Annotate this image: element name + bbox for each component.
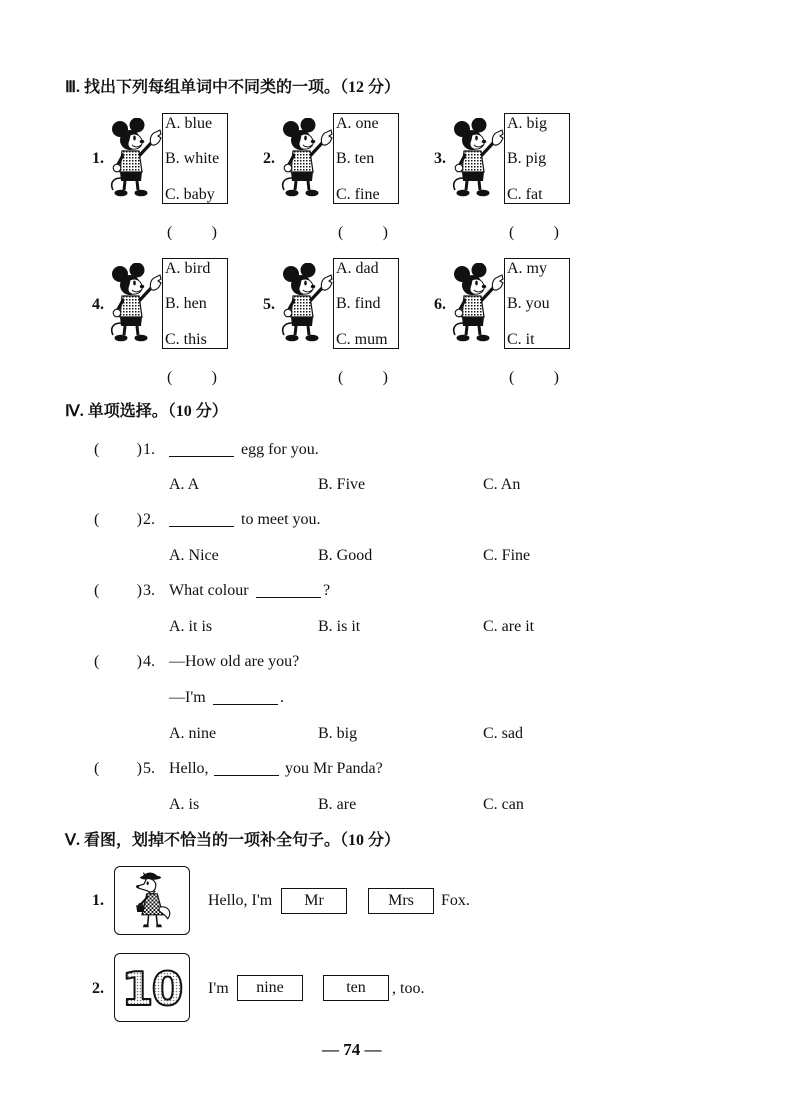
mickey-mouse-icon	[108, 118, 162, 198]
option-a: A. it is	[169, 618, 213, 635]
option-c: C. this	[165, 331, 207, 348]
question-text: to meet you.	[241, 511, 321, 528]
paren-open: (	[167, 369, 173, 386]
fill-blank[interactable]	[256, 597, 321, 598]
item-number: 2.	[263, 150, 275, 167]
paren-close: )	[136, 511, 142, 528]
answer-slot[interactable]	[94, 652, 142, 672]
answer-slot[interactable]	[94, 510, 142, 530]
option-b: B. Good	[318, 547, 373, 564]
option-b: B. ten	[336, 150, 375, 167]
paren-close: )	[136, 441, 142, 458]
mickey-mouse-icon	[279, 263, 333, 343]
section-3-title: Ⅲ. 找出下列每组单词中不同类的一项。（12 分）	[65, 79, 401, 96]
item-number: 1.	[92, 150, 104, 167]
paren-close: )	[136, 760, 142, 777]
fill-blank[interactable]	[214, 775, 279, 776]
item-number: 5.	[263, 296, 275, 313]
option-b: B. Five	[318, 476, 366, 493]
number-ten-picture	[115, 954, 188, 1020]
item-number: 4.	[92, 296, 104, 313]
word-group-box	[333, 258, 399, 349]
paren-close: )	[211, 369, 217, 386]
option-b: B. is it	[318, 618, 361, 635]
option-c: C. fat	[507, 186, 543, 203]
option-c: C. sad	[483, 725, 523, 742]
option-b: B. find	[336, 295, 381, 312]
option-a: A. blue	[165, 115, 213, 132]
option-a: A. nine	[169, 725, 217, 742]
choice-box-mr[interactable]: Mr	[281, 888, 347, 914]
word-group-box	[162, 113, 228, 204]
number-ten-text: 10	[121, 962, 182, 1016]
sentence-start: I'm	[208, 980, 229, 997]
paren-close: )	[136, 653, 142, 670]
answer-slot[interactable]	[167, 368, 217, 388]
option-a: A. my	[507, 260, 547, 277]
option-b: B. big	[318, 725, 358, 742]
word-group-box	[333, 113, 399, 204]
paren-open: (	[509, 369, 515, 386]
paren-close: )	[136, 582, 142, 599]
option-c: C. are it	[483, 618, 535, 635]
option-a: A. A	[169, 476, 200, 493]
option-c: C. Fine	[483, 547, 531, 564]
option-a: A. bird	[165, 260, 211, 277]
option-c: C. An	[483, 476, 521, 493]
question-text: Hello,	[169, 760, 209, 777]
paren-close: )	[211, 224, 217, 241]
question-text-end: ?	[323, 582, 331, 599]
mickey-mouse-icon	[279, 118, 333, 198]
option-a: A. one	[336, 115, 379, 132]
answer-slot[interactable]	[338, 223, 388, 243]
fill-blank[interactable]	[169, 456, 234, 457]
question-text-end: you Mr Panda?	[285, 760, 383, 777]
choice-box-nine[interactable]: nine	[237, 975, 303, 1001]
word-group-box	[504, 258, 570, 349]
option-c: C. fine	[336, 186, 380, 203]
option-b: B. pig	[507, 150, 547, 167]
sentence-end: , too.	[392, 980, 425, 997]
option-b: B. you	[507, 295, 550, 312]
paren-open: (	[509, 224, 515, 241]
mickey-mouse-icon	[108, 263, 162, 343]
choice-box-ten[interactable]: ten	[323, 975, 389, 1001]
question-number: 3.	[143, 582, 155, 599]
word-group-box	[504, 113, 570, 204]
option-a: A. is	[169, 796, 200, 813]
fox-lady-picture	[115, 867, 188, 933]
option-b: B. are	[318, 796, 357, 813]
answer-slot[interactable]	[167, 223, 217, 243]
word-group-box	[162, 258, 228, 349]
sentence-start: Hello, I'm	[208, 892, 273, 909]
question-number: 5.	[143, 760, 155, 777]
paren-close: )	[553, 224, 559, 241]
question-number: 1.	[143, 441, 155, 458]
paren-open: (	[338, 369, 344, 386]
option-c: C. it	[507, 331, 535, 348]
option-c: C. baby	[165, 186, 215, 203]
answer-slot[interactable]	[94, 440, 142, 460]
paren-close: )	[553, 369, 559, 386]
question-text: What colour	[169, 582, 249, 599]
section-4-title: Ⅳ. 单项选择。（10 分）	[65, 403, 228, 420]
option-a: A. big	[507, 115, 547, 132]
paren-close: )	[382, 224, 388, 241]
picture-frame	[114, 953, 190, 1022]
mickey-mouse-icon	[450, 263, 504, 343]
option-b: B. hen	[165, 295, 207, 312]
paren-open: (	[94, 441, 100, 458]
question-number: 4.	[143, 653, 155, 670]
answer-slot[interactable]	[338, 368, 388, 388]
option-c: C. mum	[336, 331, 388, 348]
paren-open: (	[94, 653, 100, 670]
paren-open: (	[338, 224, 344, 241]
option-b: B. white	[165, 150, 220, 167]
question-text: —How old are you?	[169, 653, 300, 670]
answer-slot[interactable]	[94, 581, 142, 601]
item-number: 6.	[434, 296, 446, 313]
answer-slot[interactable]	[509, 223, 559, 243]
item-number: 1.	[92, 892, 104, 909]
paren-open: (	[94, 760, 100, 777]
answer-slot[interactable]	[509, 368, 559, 388]
fill-blank[interactable]	[213, 704, 278, 705]
paren-open: (	[94, 582, 100, 599]
item-number: 2.	[92, 980, 104, 997]
answer-slot[interactable]	[94, 759, 142, 779]
choice-box-mrs[interactable]: Mrs	[368, 888, 434, 914]
sentence-end: Fox.	[441, 892, 470, 909]
reply-text: —I'm	[169, 689, 206, 706]
question-text: egg for you.	[241, 441, 319, 458]
mickey-mouse-icon	[450, 118, 504, 198]
paren-close: )	[382, 369, 388, 386]
fill-blank[interactable]	[169, 526, 234, 527]
section-5-title: Ⅴ. 看图，划掉不恰当的一项补全句子。（10 分）	[65, 832, 400, 849]
paren-open: (	[167, 224, 173, 241]
reply-text-end: .	[280, 689, 284, 706]
page-number: — 74 —	[322, 1040, 382, 1059]
question-number: 2.	[143, 511, 155, 528]
option-a: A. dad	[336, 260, 379, 277]
picture-frame	[114, 866, 190, 935]
option-c: C. can	[483, 796, 524, 813]
option-a: A. Nice	[169, 547, 219, 564]
paren-open: (	[94, 511, 100, 528]
item-number: 3.	[434, 150, 446, 167]
